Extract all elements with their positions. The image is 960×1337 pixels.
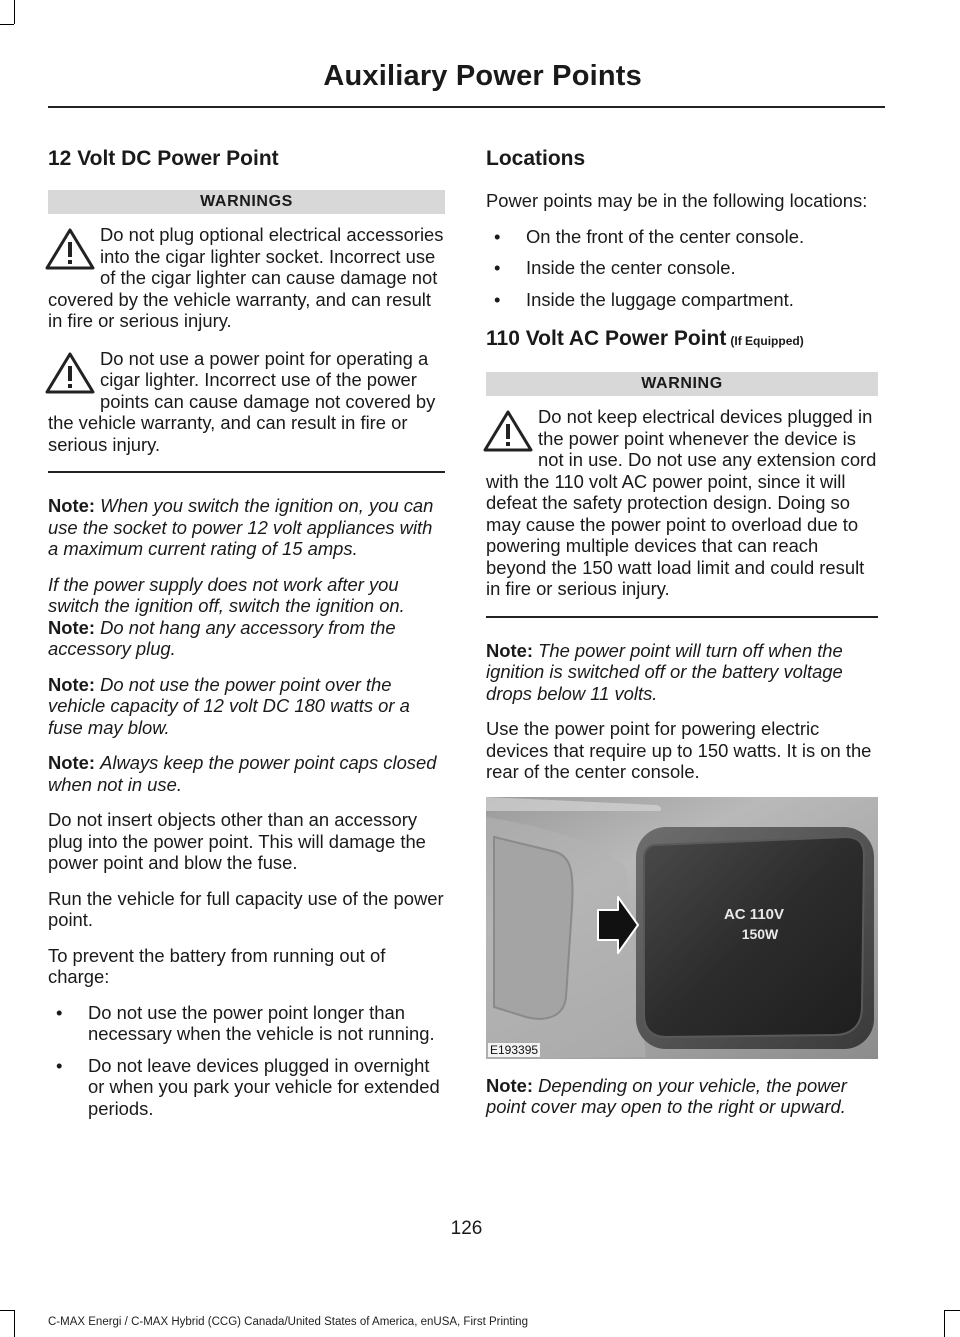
- page-title: Auxiliary Power Points: [323, 60, 642, 92]
- list-item: • Inside the luggage compartment.: [486, 289, 878, 311]
- locations-list: [486, 226, 878, 311]
- footer-text: C-MAX Energi / C-MAX Hybrid (CCG) Canada/United States of America, enUSA, First Printing: [48, 1316, 528, 1328]
- paragraph: Use the power point for powering electric devices that require up to 150 watts. It is on the rear of the center console.: [486, 718, 872, 782]
- note-label: Note:: [486, 1074, 533, 1096]
- warning-triangle-icon: [44, 227, 96, 271]
- right-column: [486, 140, 878, 1132]
- note: [48, 495, 445, 560]
- warning-text: Do not keep electrical devices plugged in the power point whenever the device is not in use. Do not use any extension cord with the 110 volt AC power point, since it will defeat the safety protection design. Doing so may cause the power point to overload due to powering multiple devices that can reach beyond the 150 watt load limit and could result in fire or serious injury.: [486, 406, 877, 599]
- italic-paragraph: If the power supply does not work after you switch the ignition off, switch the ignition on.: [48, 573, 405, 616]
- crop-mark: [14, 0, 15, 24]
- left-column: [48, 140, 445, 1133]
- paragraph: Power points may be in the following locations:: [486, 190, 868, 211]
- warning-triangle-icon: [482, 409, 534, 453]
- header-rule: [48, 106, 885, 108]
- crop-mark: [945, 1310, 960, 1311]
- note: [486, 640, 878, 705]
- warning-end-rule: [486, 616, 878, 618]
- note-label: Note:: [48, 616, 95, 638]
- page-number: 126: [450, 1218, 483, 1239]
- list-item: • Do not leave devices plugged in overnight or when you park your vehicle for extended periods.: [48, 1055, 445, 1120]
- list-item: • Inside the center console.: [486, 257, 878, 279]
- crop-mark: [14, 1310, 15, 1337]
- note-text: Do not hang any accessory from the accessory plug.: [48, 616, 396, 659]
- bullet-list: [48, 1002, 445, 1120]
- note-text: Depending on your vehicle, the power point cover may open to the right or upward.: [486, 1074, 847, 1117]
- note-text: Always keep the power point caps closed when not in use.: [48, 752, 437, 795]
- crop-mark: [0, 1310, 14, 1311]
- note-text: The power point will turn off when the ignition is switched off or the battery voltage drops below 11 volts.: [486, 639, 843, 704]
- warning-item: [486, 406, 878, 600]
- section-heading-110v: [486, 326, 878, 354]
- note: [48, 674, 445, 739]
- warning-triangle-icon: [44, 351, 96, 395]
- warnings-end-rule: [48, 471, 445, 473]
- power-point-photo: [486, 797, 878, 1059]
- section-heading-12v: 12 Volt DC Power Point: [48, 147, 279, 170]
- paragraph: Run the vehicle for full capacity use of the power point.: [48, 887, 444, 930]
- warnings-header: WARNINGS: [48, 190, 445, 214]
- warning-item: [48, 348, 445, 456]
- warning-text: Do not use a power point for operating a cigar lighter. Incorrect use of the power points can cause damage not covered by the vehicle warranty, and can result in fire or serious injury.: [48, 347, 436, 455]
- warning-text: Do not plug optional electrical accessories into the cigar lighter socket. Incorrect use of the cigar lighter can cause damage not covered by the vehicle warranty, and can result in fire or serious injury.: [48, 224, 444, 331]
- crop-mark: [0, 24, 14, 25]
- heading-text: 110 Volt AC Power Point: [486, 327, 727, 350]
- note-label: Note:: [48, 495, 95, 516]
- note: [48, 752, 445, 795]
- note-text: When you switch the ignition on, you can use the socket to power 12 volt appliances with a maximum current rating of 15 amps.: [48, 495, 434, 559]
- photo-label-ac110v: AC 110V: [723, 905, 785, 923]
- note: [486, 1075, 878, 1118]
- figure-id: E193395: [490, 1042, 539, 1057]
- paragraph: To prevent the battery from running out of charge:: [48, 944, 386, 987]
- crop-mark: [944, 1310, 945, 1337]
- section-heading-locations: Locations: [486, 147, 586, 170]
- paragraph: Do not insert objects other than an accessory plug into the power point. This will damage the power point and blow the fuse.: [48, 809, 426, 873]
- list-item: • On the front of the center console.: [486, 226, 878, 248]
- note-label: Note:: [48, 752, 95, 773]
- if-equipped-label: (If Equipped): [730, 334, 804, 348]
- note: [48, 617, 445, 660]
- note-label: Note:: [48, 673, 95, 695]
- warning-header: WARNING: [486, 372, 878, 396]
- warning-item: [48, 224, 445, 332]
- photo-label-150w: 150W: [741, 925, 779, 942]
- power-point-illustration: [486, 797, 878, 1059]
- note-text: Do not use the power point over the vehicle capacity of 12 volt DC 180 watts or a fuse may blow.: [48, 673, 410, 738]
- note-label: Note:: [486, 639, 533, 661]
- list-item: • Do not use the power point longer than necessary when the vehicle is not running.: [48, 1002, 445, 1045]
